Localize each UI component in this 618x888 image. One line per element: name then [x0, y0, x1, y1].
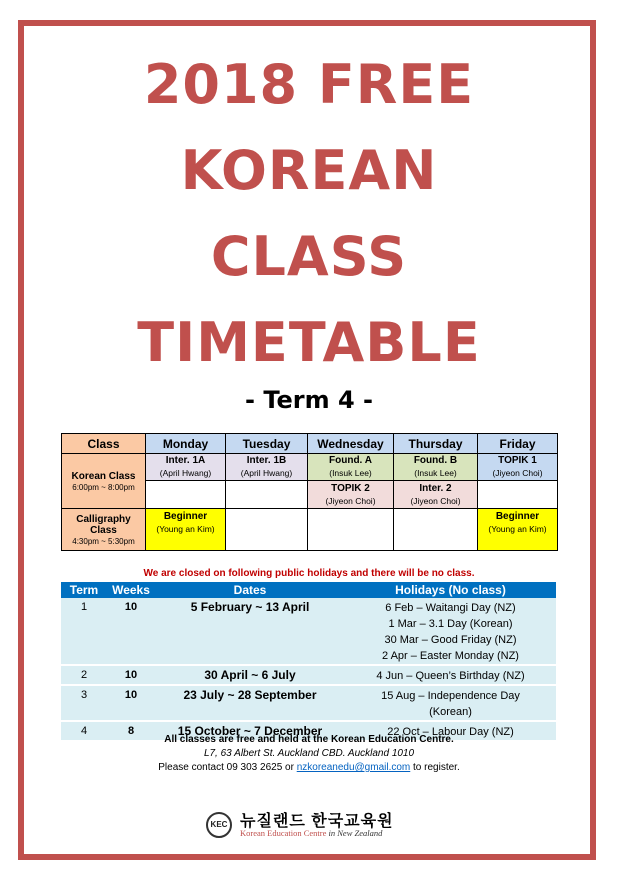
header-dates: Dates	[233, 583, 267, 597]
logo-english-text	[240, 828, 382, 838]
table-row	[61, 664, 556, 684]
terms-table	[61, 582, 556, 740]
holiday-item: 2 Apr – Easter Monday (NZ)	[382, 650, 519, 662]
term-dates: 5 February ~ 13 April	[190, 600, 310, 614]
calligraphy-row	[62, 509, 558, 551]
teacher-name: (April Hwang)	[240, 468, 293, 478]
term-dates: 30 April ~ 6 July	[204, 668, 296, 682]
teacher-name: (Insuk Lee)	[414, 468, 457, 478]
header-term: Term	[69, 583, 99, 597]
header-wednesday: Wednesday	[308, 434, 394, 454]
term-weeks: 8	[127, 725, 135, 737]
term-holidays	[345, 666, 556, 684]
term-weeks: 10	[124, 669, 138, 681]
page-title	[0, 42, 618, 386]
title-line-4: TIMETABLE	[137, 311, 481, 374]
title-line-2: KOREAN	[180, 139, 438, 202]
term-number: 4	[80, 725, 88, 737]
holiday-item: 1 Mar – 3.1 Day (Korean)	[388, 618, 513, 630]
teacher-name: (Young an Kim)	[488, 524, 547, 534]
cell-tue-inter1b	[226, 454, 308, 481]
term-holidays	[345, 686, 556, 720]
holiday-item: 22 Oct – Labour Day (NZ)	[387, 726, 514, 738]
header-holidays: Holidays (No class)	[395, 583, 506, 597]
table-row	[61, 684, 556, 720]
teacher-name: (Jiyeon Choi)	[492, 468, 543, 478]
class-name: TOPIK 2	[331, 482, 370, 494]
teacher-name: (April Hwang)	[159, 468, 212, 478]
header-monday: Monday	[146, 434, 226, 454]
term-number: 1	[80, 601, 88, 613]
term-dates: 15 October ~ 7 December	[177, 724, 323, 738]
logo-english-a: Korean Education Centre	[240, 828, 327, 838]
korean-class-time: 6:00pm ~ 8:00pm	[72, 482, 135, 492]
title-line-3: CLASS	[210, 225, 408, 288]
term-weeks: 10	[124, 601, 138, 613]
holiday-notice: We are closed on following public holidays and there will be no class.	[143, 568, 475, 579]
class-name: Inter. 1A	[165, 455, 206, 466]
header-weeks: Weeks	[112, 583, 150, 597]
cell-thu-empty-2	[394, 509, 478, 551]
header-class: Class	[62, 434, 146, 454]
class-name: TOPIK 1	[498, 455, 537, 466]
holiday-item: 6 Feb – Waitangi Day (NZ)	[385, 602, 516, 614]
header-tuesday: Tuesday	[226, 434, 308, 454]
class-name: Beginner	[495, 511, 540, 522]
korean-class-name: Korean Class	[71, 470, 136, 482]
cell-tue-empty	[226, 481, 308, 509]
calligraphy-class-label	[62, 509, 146, 551]
class-name: Inter. 1B	[246, 455, 287, 466]
header-thursday: Thursday	[394, 434, 478, 454]
cell-thu-inter2	[394, 481, 478, 509]
kec-logo	[206, 808, 406, 844]
teacher-name: (Insuk Lee)	[329, 468, 372, 478]
cell-mon-beginner	[146, 509, 226, 551]
term-weeks: 10	[124, 689, 138, 701]
term-heading: - Term 4 -	[245, 386, 373, 414]
term-number: 3	[80, 689, 88, 701]
cell-mon-inter1a	[146, 454, 226, 481]
class-name: Beginner	[163, 511, 208, 522]
holiday-item: 15 Aug – Independence Day	[381, 690, 520, 702]
contact-text-post: to register.	[410, 762, 460, 773]
class-header-row	[62, 434, 558, 454]
header-friday: Friday	[478, 434, 558, 454]
class-name: Found. B	[413, 455, 458, 466]
calligraphy-class-time: 4:30pm ~ 5:30pm	[72, 536, 135, 546]
logo-korean-text: 뉴질랜드 한국교육원	[240, 813, 394, 830]
class-timetable	[61, 433, 558, 551]
cell-mon-empty	[146, 481, 226, 509]
cell-tue-empty-2	[226, 509, 308, 551]
teacher-name: (Jiyeon Choi)	[410, 495, 461, 506]
class-name: Found. A	[329, 455, 372, 466]
cell-fri-topik1	[478, 454, 558, 481]
cell-wed-topik2	[308, 481, 394, 509]
contact-text-pre: Please contact 09 303 2625 or	[158, 762, 297, 773]
cell-fri-beginner	[478, 509, 558, 551]
class-name: Inter. 2	[419, 482, 452, 494]
email-link[interactable]: nzkoreanedu@gmail.com	[296, 762, 411, 773]
cell-wed-founda	[308, 454, 394, 481]
korean-row-1	[62, 454, 558, 481]
cell-thu-foundb	[394, 454, 478, 481]
term-holidays	[345, 598, 556, 664]
footer-contact	[0, 762, 618, 773]
kec-badge-icon: KEC	[206, 812, 232, 838]
logo-english-b: in New Zealand	[326, 828, 383, 838]
holiday-item: 30 Mar – Good Friday (NZ)	[384, 634, 517, 646]
terms-header-row	[61, 582, 556, 598]
korean-class-label	[62, 454, 146, 509]
calligraphy-class-name: Calligraphy Class	[76, 513, 131, 536]
footer-address: L7, 63 Albert St. Auckland CBD. Auckland 1010	[203, 748, 415, 759]
teacher-name: (Jiyeon Choi)	[325, 495, 376, 506]
table-row	[61, 598, 556, 664]
footer-line-1: All classes are free and held at the Korean Education Centre.	[164, 734, 454, 745]
title-line-1: 2018 FREE	[143, 53, 475, 116]
term-dates: 23 July ~ 28 September	[183, 688, 317, 702]
cell-fri-empty	[478, 481, 558, 509]
term-number: 2	[80, 669, 88, 681]
teacher-name: (Young an Kim)	[156, 524, 215, 534]
holiday-item: 4 Jun – Queen’s Birthday (NZ)	[376, 670, 525, 682]
holiday-item: (Korean)	[429, 706, 472, 718]
cell-wed-empty-2	[308, 509, 394, 551]
